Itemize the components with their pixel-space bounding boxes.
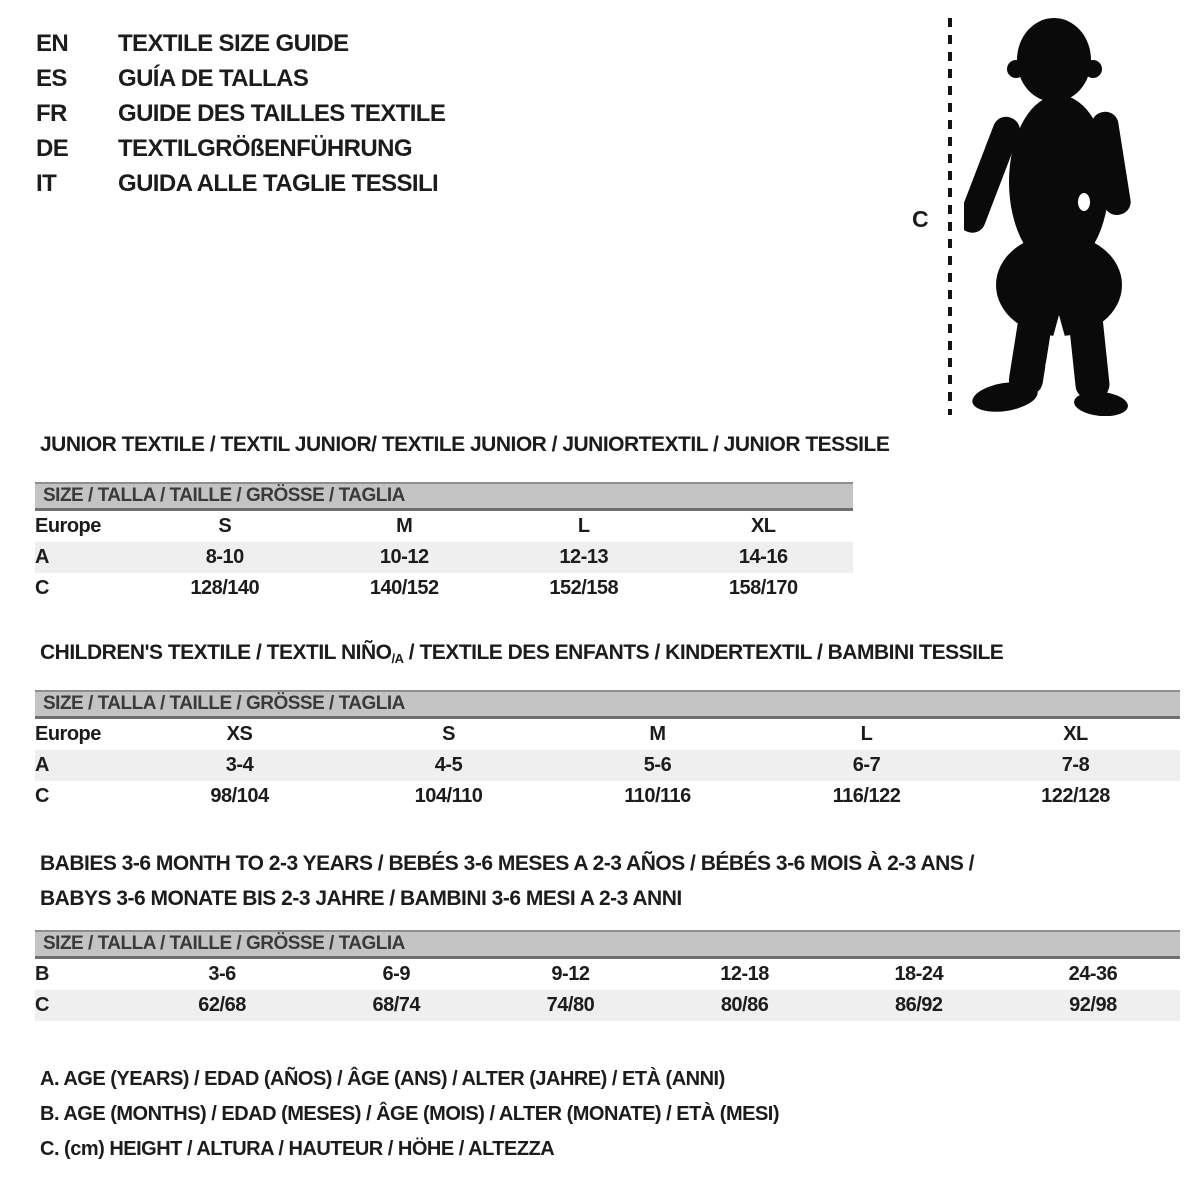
lang-row-de xyxy=(36,131,445,166)
table-cell: 80/86 xyxy=(720,994,769,1016)
junior-col-l: L xyxy=(577,515,590,537)
table-cell: 18-24 xyxy=(894,963,944,985)
children-size-header-bar: SIZE / TALLA / TAILLE / GRÖSSE / TAGLIA xyxy=(35,690,1180,719)
children-row-height-label: C xyxy=(35,785,49,807)
children-col-xl: XL xyxy=(1063,723,1088,745)
table-cell: 152/158 xyxy=(549,577,619,599)
table-cell: 62/68 xyxy=(198,994,246,1016)
table-cell: 24-36 xyxy=(1068,963,1118,985)
table-cell: 3-6 xyxy=(208,963,236,985)
table-cell: 104/110 xyxy=(414,785,483,807)
junior-col-m: M xyxy=(396,515,413,537)
lang-title-fr: GUIDE DES TAILLES TEXTILE xyxy=(118,99,446,127)
babies-section-title xyxy=(40,846,974,916)
table-cell: 74/80 xyxy=(546,994,595,1016)
children-col-s: S xyxy=(442,723,455,745)
junior-column-header-row xyxy=(35,511,853,542)
table-cell: 68/74 xyxy=(372,994,421,1016)
children-row-age xyxy=(35,750,1180,781)
lang-title-en: TEXTILE SIZE GUIDE xyxy=(118,29,349,57)
height-measure-dashed-line xyxy=(948,18,952,415)
table-cell: 140/152 xyxy=(369,577,439,599)
table-cell: 12-18 xyxy=(720,963,769,985)
lang-row-en xyxy=(36,26,445,61)
lang-row-fr xyxy=(36,96,445,131)
babies-row-height xyxy=(35,990,1180,1021)
junior-section-title: JUNIOR TEXTILE / TEXTIL JUNIOR/ TEXTILE JUNIOR / JUNIORTEXTIL / JUNIOR TESSILE xyxy=(40,433,890,456)
children-title-end: / TEXTILE DES ENFANTS / KINDERTEXTIL / BAMBINI TESSILE xyxy=(403,641,1004,664)
children-section-title xyxy=(40,641,1003,666)
note-age-months: B. AGE (MONTHS) / EDAD (MESES) / ÂGE (MOIS) / ALTER (MONATE) / ETÀ (MESI) xyxy=(40,1103,780,1125)
note-age-years: A. AGE (YEARS) / EDAD (AÑOS) / ÂGE (ANS) / ALTER (JAHRE) / ETÀ (ANNI) xyxy=(40,1068,725,1090)
table-cell: 110/116 xyxy=(624,785,691,807)
table-cell: 9-12 xyxy=(551,963,590,985)
lang-code-fr: FR xyxy=(36,99,67,127)
lang-row-it xyxy=(36,166,445,201)
babies-size-table xyxy=(35,930,1180,1021)
table-cell: 116/122 xyxy=(832,785,901,807)
table-cell: 98/104 xyxy=(210,785,269,807)
junior-col-s: S xyxy=(218,515,232,537)
junior-size-header-bar: SIZE / TALLA / TAILLE / GRÖSSE / TAGLIA xyxy=(35,482,853,511)
table-cell: 6-7 xyxy=(852,754,881,776)
lang-code-en: EN xyxy=(36,29,69,57)
table-cell: 4-5 xyxy=(434,754,463,776)
junior-col-xl: XL xyxy=(750,515,776,537)
table-cell: 128/140 xyxy=(190,577,260,599)
toddler-silhouette-icon xyxy=(964,14,1138,416)
children-region-label: Europe xyxy=(35,723,101,745)
children-column-header-row xyxy=(35,719,1180,750)
table-cell: 12-13 xyxy=(559,546,609,568)
children-col-l: L xyxy=(860,723,873,745)
children-col-xs: XS xyxy=(226,723,253,745)
table-cell: 8-10 xyxy=(205,546,244,568)
junior-row-height xyxy=(35,573,853,604)
children-row-height xyxy=(35,781,1180,812)
table-cell: 7-8 xyxy=(1061,754,1090,776)
table-cell: 5-6 xyxy=(643,754,672,776)
junior-region-label: Europe xyxy=(35,515,101,537)
table-cell: 158/170 xyxy=(728,577,798,599)
table-cell: 14-16 xyxy=(738,546,788,568)
table-cell: 86/92 xyxy=(894,994,943,1016)
lang-title-de: TEXTILGRÖßENFÜHRUNG xyxy=(118,134,412,162)
lang-title-it: GUIDA ALLE TAGLIE TESSILI xyxy=(118,169,439,197)
note-height-cm: C. (cm) HEIGHT / ALTURA / HAUTEUR / HÖHE / ALTEZZA xyxy=(40,1138,555,1160)
lang-row-es xyxy=(36,61,445,96)
lang-code-de: DE xyxy=(36,134,69,162)
junior-row-age xyxy=(35,542,853,573)
table-cell: 3-4 xyxy=(225,754,254,776)
children-title-start: CHILDREN'S TEXTILE / TEXTIL NIÑO xyxy=(40,641,392,664)
babies-title-line2: BABYS 3-6 MONATE BIS 2-3 JAHRE / BAMBINI 3-6 MESI A 2-3 ANNI xyxy=(40,887,682,910)
legend-notes xyxy=(40,1062,779,1167)
children-row-age-label: A xyxy=(35,754,49,776)
junior-size-table xyxy=(35,482,853,604)
babies-row-months xyxy=(35,959,1180,990)
lang-code-it: IT xyxy=(36,169,57,197)
lang-title-es: GUÍA DE TALLAS xyxy=(118,64,309,92)
lang-code-es: ES xyxy=(36,64,67,92)
children-title-subscript: /A xyxy=(391,651,404,666)
table-cell: 10-12 xyxy=(379,546,429,568)
height-measure-label: C xyxy=(912,206,929,232)
language-title-list xyxy=(36,26,445,201)
table-cell: 6-9 xyxy=(382,963,410,985)
children-size-table xyxy=(35,690,1180,812)
children-col-m: M xyxy=(649,723,666,745)
babies-row-height-label: C xyxy=(35,994,49,1016)
table-cell: 92/98 xyxy=(1069,994,1117,1016)
junior-row-height-label: C xyxy=(35,577,49,599)
babies-title-line1: BABIES 3-6 MONTH TO 2-3 YEARS / BEBÉS 3-6 MESES A 2-3 AÑOS / BÉBÉS 3-6 MOIS À 2-3 ANS / xyxy=(40,852,975,875)
table-cell: 122/128 xyxy=(1041,785,1110,807)
babies-size-header-bar: SIZE / TALLA / TAILLE / GRÖSSE / TAGLIA xyxy=(35,930,1180,959)
babies-row-months-label: B xyxy=(35,963,49,985)
junior-row-age-label: A xyxy=(35,546,49,568)
